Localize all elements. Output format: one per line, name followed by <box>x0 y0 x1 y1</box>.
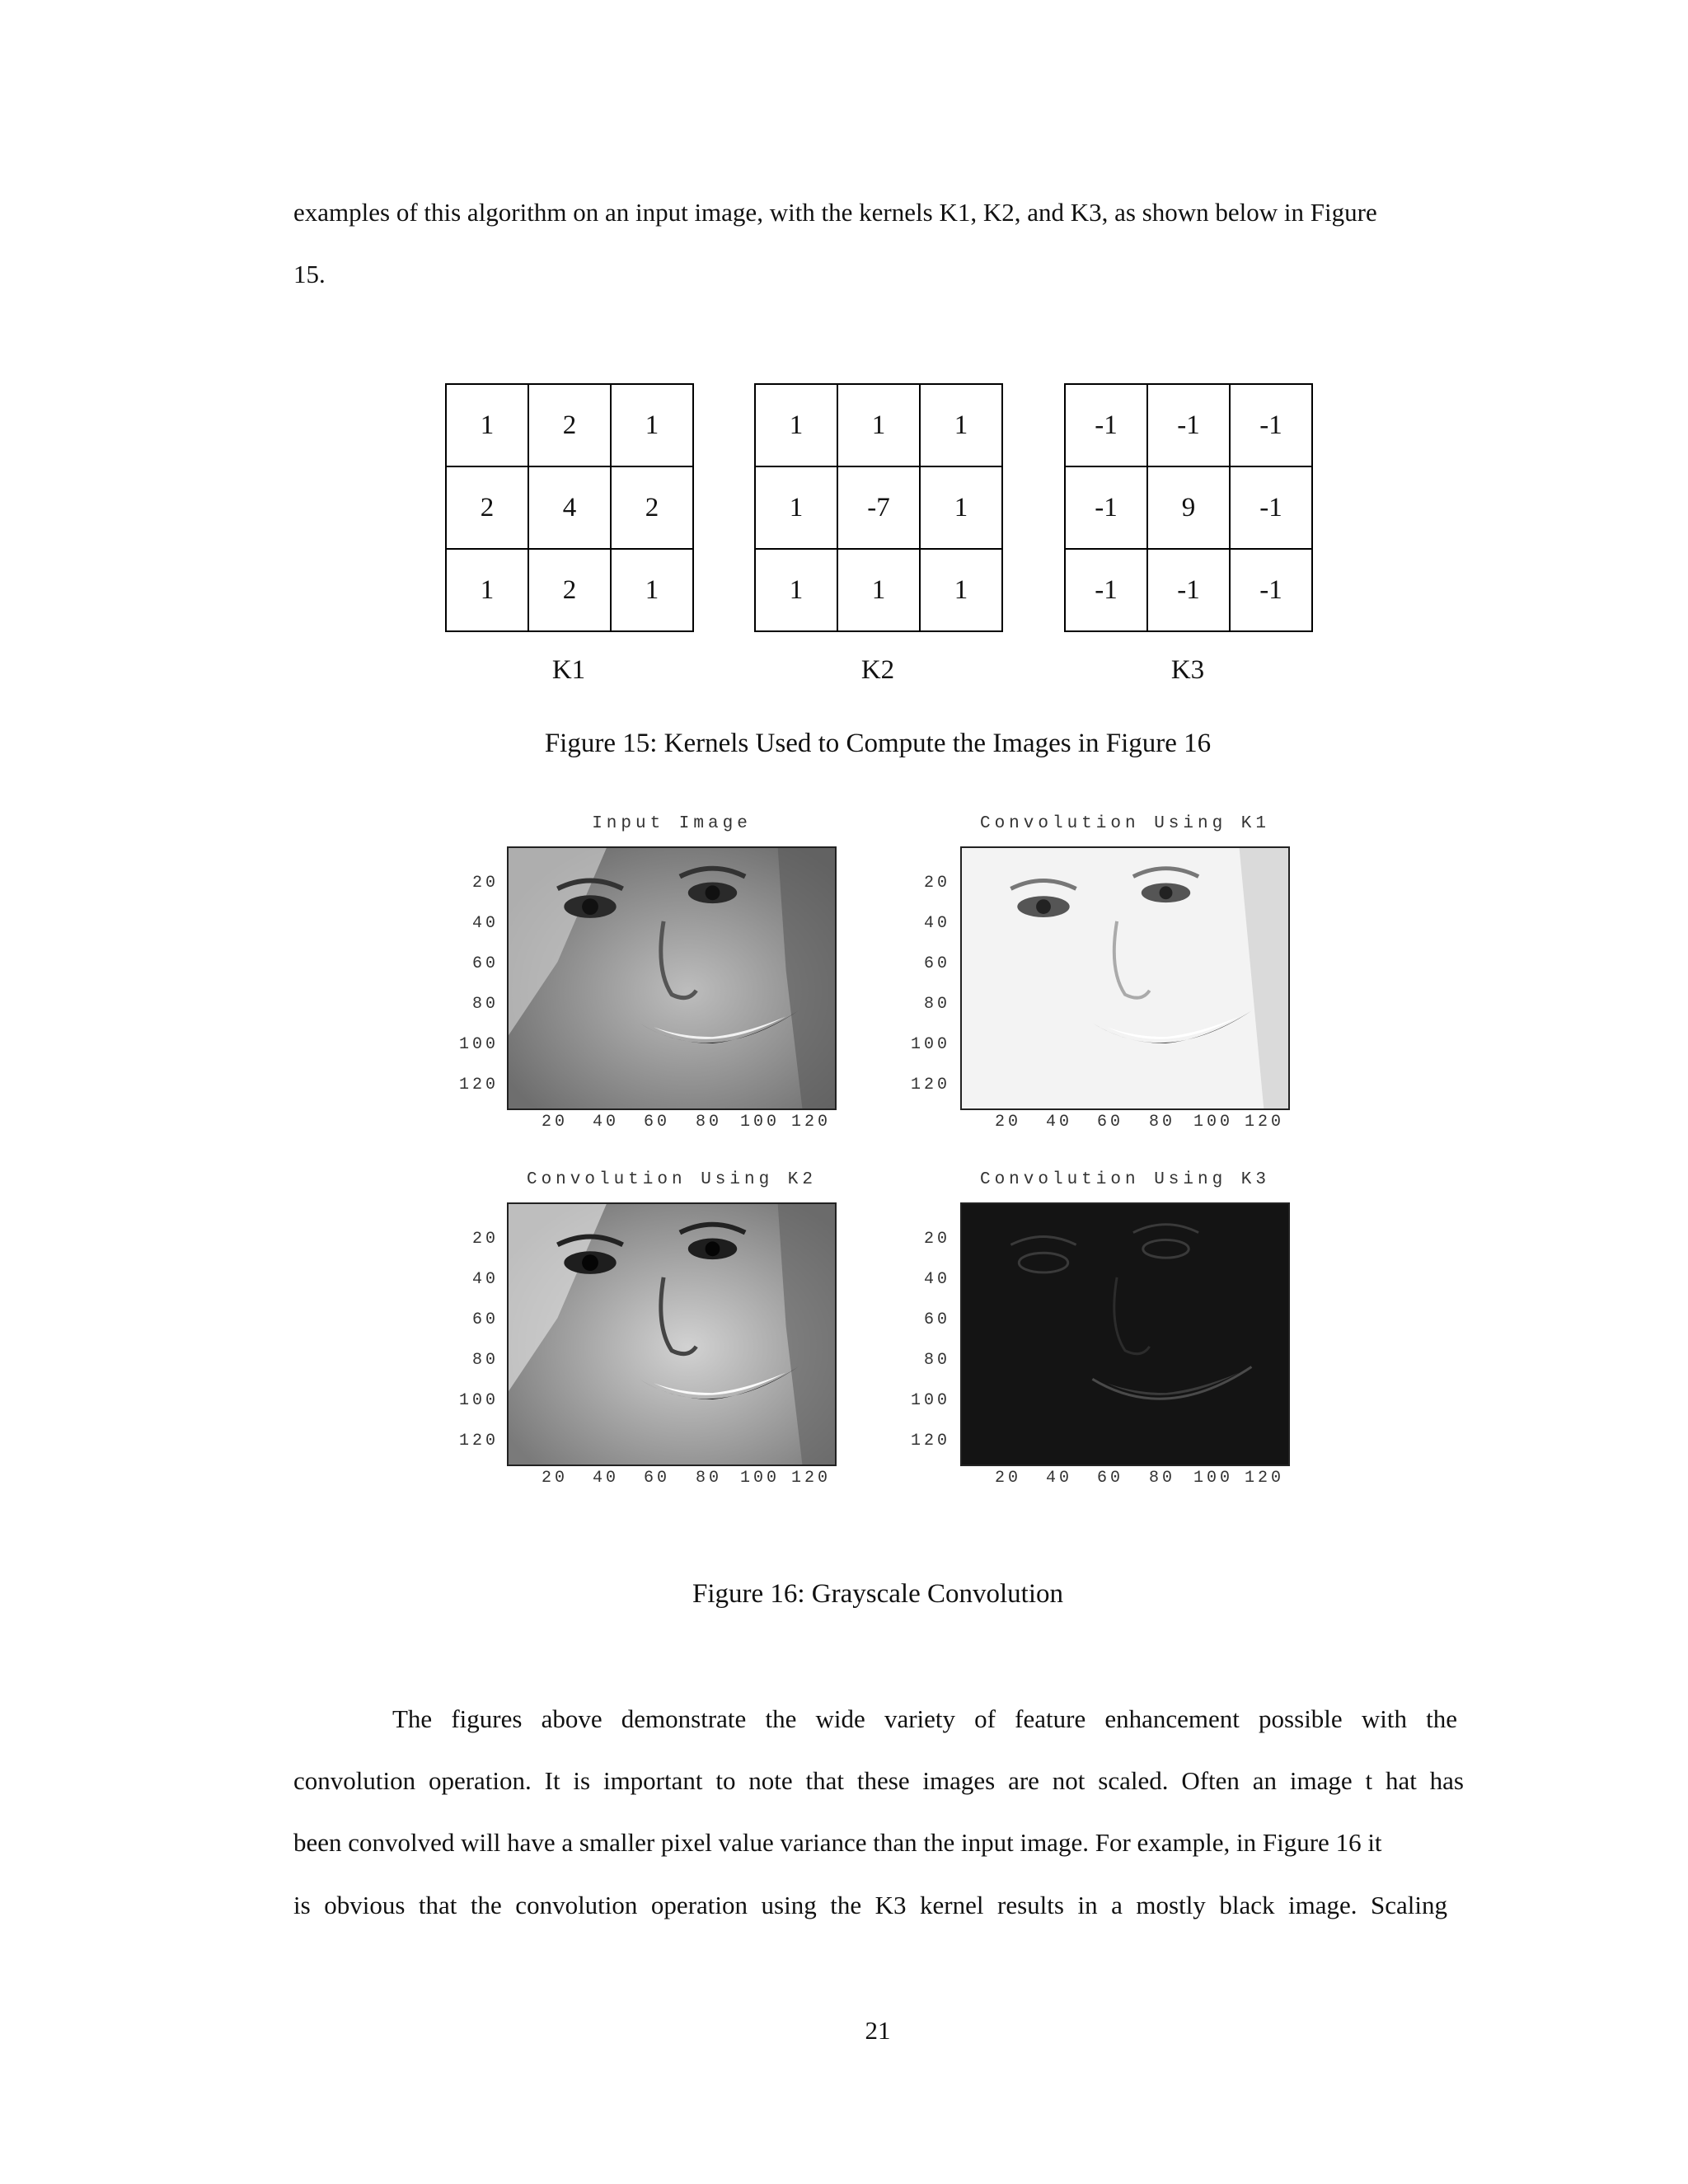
figure-15-caption: Figure 15: Kernels Used to Compute the Images in Figure 16 <box>544 729 1212 758</box>
x-tick: 20 <box>541 1469 568 1488</box>
kernel-k2-cell: -7 <box>837 466 920 549</box>
x-tick: 40 <box>592 1469 619 1488</box>
plot-convolution-k1 <box>960 846 1290 1110</box>
kernel-k3-cell: -1 <box>1230 466 1312 549</box>
x-tick: 100 <box>1193 1113 1233 1132</box>
y-tick: 20 <box>471 1230 499 1249</box>
y-tick: 20 <box>923 1230 950 1249</box>
paragraph-bottom-line-3: been convolved will have a smaller pixel value variance than the input image. For example, in Figure 16 it <box>293 1828 1382 1857</box>
x-tick: 120 <box>790 1113 831 1132</box>
kernel-k2-cell: 1 <box>920 549 1002 631</box>
kernel-k2-cell: 1 <box>920 466 1002 549</box>
figure-16-caption: Figure 16: Grayscale Convolution <box>692 1579 1063 1609</box>
face-image-k3 <box>962 1204 1288 1465</box>
face-image-k2 <box>509 1204 835 1465</box>
plot-title-input: Input Image <box>592 814 752 833</box>
x-tick: 40 <box>1045 1113 1072 1132</box>
y-tick: 100 <box>910 1391 950 1410</box>
y-tick: 40 <box>923 914 950 933</box>
y-tick: 100 <box>458 1035 499 1054</box>
kernel-k1-label: K1 <box>551 655 586 685</box>
kernel-k1-cell: 2 <box>611 466 693 549</box>
y-tick: 100 <box>910 1035 950 1054</box>
y-tick: 100 <box>458 1391 499 1410</box>
x-tick: 60 <box>1096 1113 1123 1132</box>
x-tick: 60 <box>643 1113 670 1132</box>
y-tick: 60 <box>471 954 499 973</box>
kernel-k1-cell: 1 <box>446 549 528 631</box>
x-tick: 120 <box>1244 1113 1284 1132</box>
kernel-k3-label: K3 <box>1170 655 1205 685</box>
face-image-input <box>509 848 835 1108</box>
kernel-k1-cell: 2 <box>446 466 528 549</box>
x-tick: 120 <box>790 1469 831 1488</box>
kernel-k3-cell: -1 <box>1065 384 1147 466</box>
y-tick: 120 <box>910 1076 950 1094</box>
x-tick: 40 <box>592 1113 619 1132</box>
kernel-k2 <box>754 383 1003 632</box>
plot-convolution-k3 <box>960 1202 1290 1466</box>
x-tick: 80 <box>1148 1469 1175 1488</box>
plot-input-image <box>507 846 837 1110</box>
x-tick: 40 <box>1045 1469 1072 1488</box>
y-tick: 40 <box>923 1270 950 1289</box>
x-tick: 100 <box>1193 1469 1233 1488</box>
paragraph-top-line-2: 15. <box>293 260 326 288</box>
page-number: 21 <box>865 2016 891 2045</box>
y-tick: 80 <box>923 1351 950 1370</box>
y-tick: 80 <box>471 1351 499 1370</box>
y-tick: 40 <box>471 1270 499 1289</box>
kernel-k1-cell: 1 <box>446 384 528 466</box>
kernel-k2-cell: 1 <box>755 384 837 466</box>
y-tick: 60 <box>471 1310 499 1329</box>
x-tick: 60 <box>1096 1469 1123 1488</box>
plot-title-k2: Convolution Using K2 <box>526 1170 818 1189</box>
x-tick: 80 <box>695 1469 722 1488</box>
y-tick: 20 <box>471 874 499 893</box>
plot-convolution-k2 <box>507 1202 837 1466</box>
kernel-k3-cell: -1 <box>1065 466 1147 549</box>
x-tick: 80 <box>1148 1113 1175 1132</box>
kernel-k2-cell: 1 <box>920 384 1002 466</box>
y-tick: 120 <box>910 1432 950 1451</box>
kernel-k3-cell: -1 <box>1230 384 1312 466</box>
x-tick: 100 <box>739 1469 780 1488</box>
y-tick: 80 <box>471 995 499 1014</box>
x-tick: 20 <box>541 1113 568 1132</box>
x-tick: 120 <box>1244 1469 1284 1488</box>
paragraph-bottom-line-2: convolution operation. It is important to note that these images are not scaled. Often an image t hat has <box>293 1766 1464 1795</box>
kernel-k3-cell: -1 <box>1147 549 1230 631</box>
x-tick: 20 <box>994 1469 1021 1488</box>
y-tick: 20 <box>923 874 950 893</box>
kernel-k3-cell: 9 <box>1147 466 1230 549</box>
kernel-k3-cell: -1 <box>1065 549 1147 631</box>
paragraph-top-line-1: examples of this algorithm on an input image, with the kernels K1, K2, and K3, as shown below in Figure <box>293 198 1377 227</box>
kernel-k3-cell: -1 <box>1147 384 1230 466</box>
kernel-k2-cell: 1 <box>837 384 920 466</box>
kernel-k1-cell: 1 <box>611 384 693 466</box>
x-tick: 80 <box>695 1113 722 1132</box>
y-tick: 120 <box>458 1076 499 1094</box>
kernel-k1-cell: 2 <box>528 549 611 631</box>
x-tick: 20 <box>994 1113 1021 1132</box>
kernel-k1-cell: 1 <box>611 549 693 631</box>
plot-title-k1: Convolution Using K1 <box>979 814 1271 833</box>
kernel-k2-cell: 1 <box>837 549 920 631</box>
y-tick: 60 <box>923 954 950 973</box>
y-tick: 120 <box>458 1432 499 1451</box>
paragraph-bottom-line-1: The figures above demonstrate the wide variety of feature enhancement possible with the <box>392 1704 1457 1733</box>
plot-title-k3: Convolution Using K3 <box>979 1170 1271 1189</box>
y-tick: 60 <box>923 1310 950 1329</box>
kernel-k1 <box>445 383 694 632</box>
kernel-k2-cell: 1 <box>755 549 837 631</box>
x-tick: 60 <box>643 1469 670 1488</box>
y-tick: 40 <box>471 914 499 933</box>
x-tick: 100 <box>739 1113 780 1132</box>
kernel-k1-cell: 2 <box>528 384 611 466</box>
kernel-k3 <box>1064 383 1313 632</box>
kernel-k1-cell: 4 <box>528 466 611 549</box>
y-tick: 80 <box>923 995 950 1014</box>
paragraph-bottom-line-4: is obvious that the convolution operation using the K3 kernel results in a mostly black image. Scaling <box>293 1891 1447 1919</box>
kernel-k2-cell: 1 <box>755 466 837 549</box>
kernel-k3-cell: -1 <box>1230 549 1312 631</box>
kernel-k2-label: K2 <box>860 655 895 685</box>
face-image-k1 <box>962 848 1288 1108</box>
